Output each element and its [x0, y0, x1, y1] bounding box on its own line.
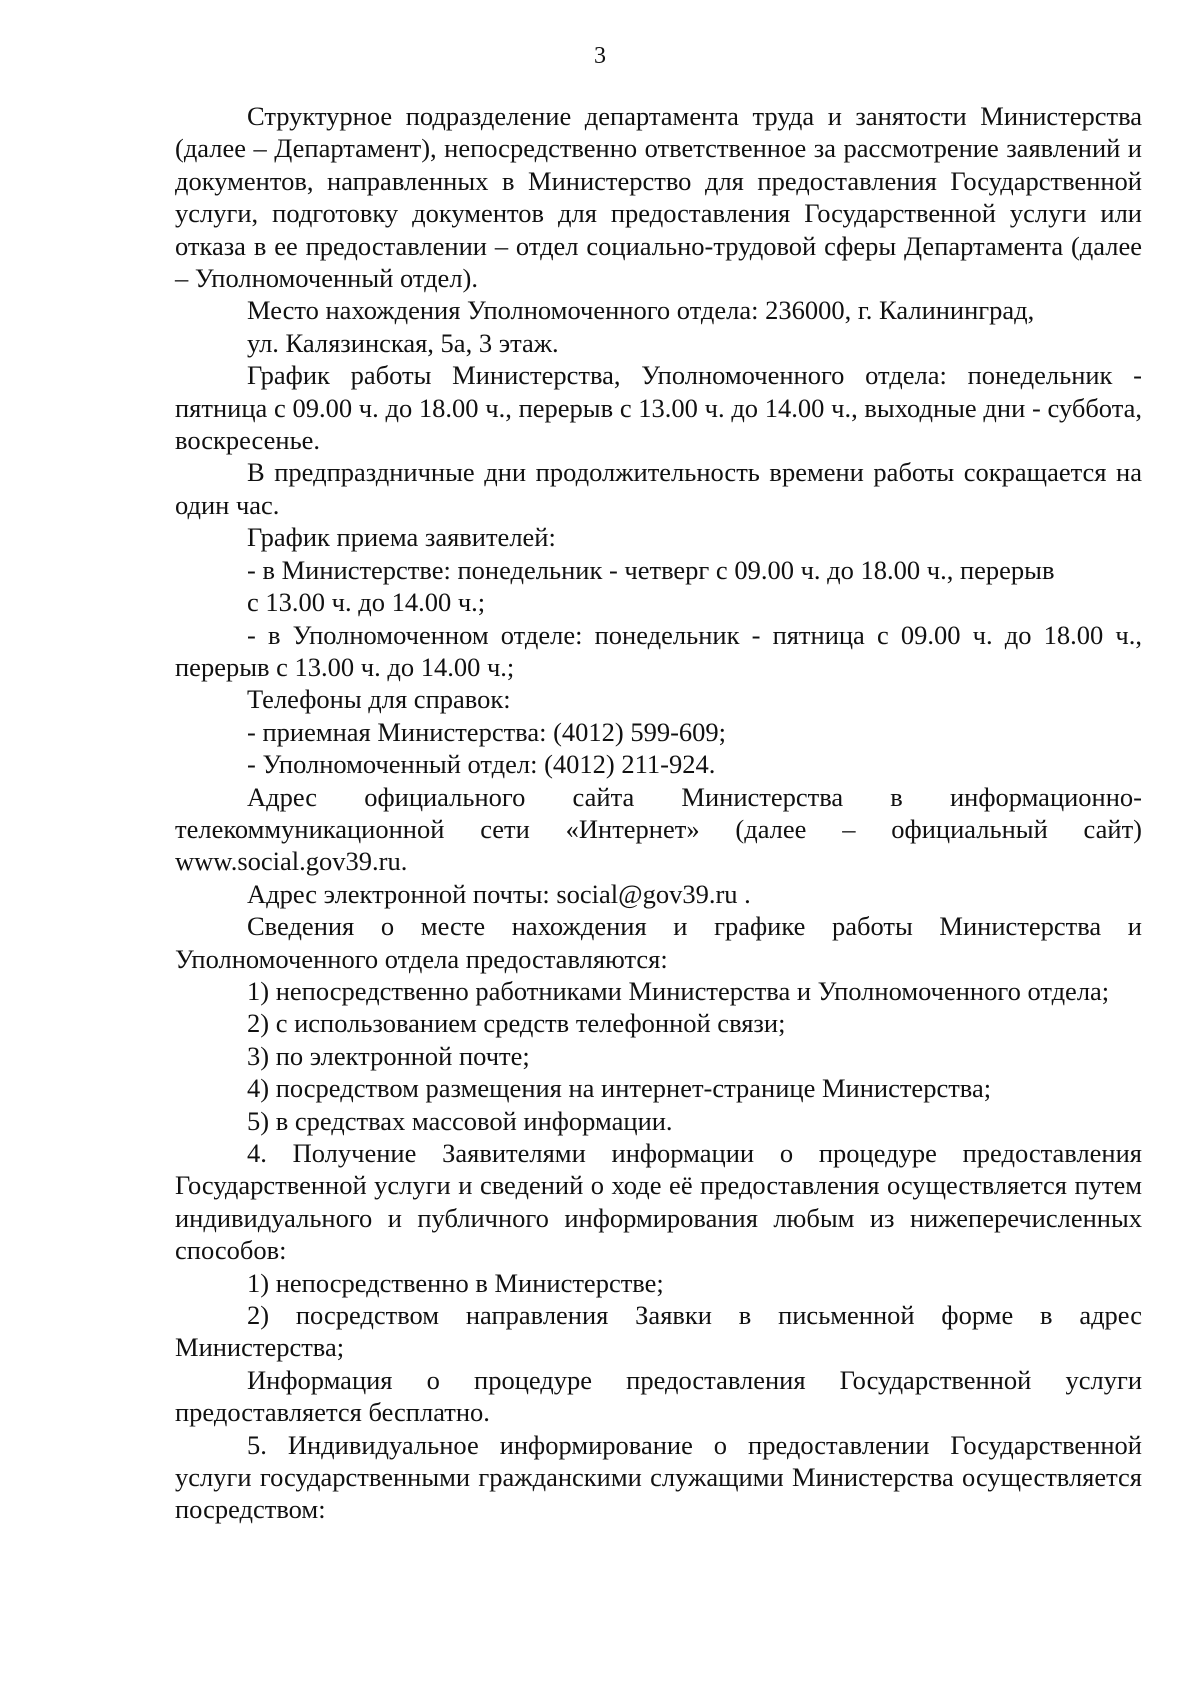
paragraph-phone-ministry: - приемная Министерства: (4012) 599-609; [247, 716, 727, 747]
list-item-2-phone: 2) с использованием средств телефонной связи; [247, 1008, 786, 1039]
list-item-4-internet: 4) посредством размещения на интернет-странице Министерства; [247, 1073, 992, 1104]
paragraph-reception-ministry: - в Министерстве: понедельник - четверг с 09.00 ч. до 18.00 ч., перерыв [247, 554, 1055, 585]
paragraph-free-of-charge: Информация о процедуре предоставления Государственной услуги предоставляется бесплатно. [175, 1364, 1142, 1428]
list-item-5-media: 5) в средствах массовой информации. [247, 1105, 673, 1136]
paragraph-section-5: 5. Индивидуальное информирование о предоставлении Государственной услуги государственными гражданскими служащими Министерства осуществляется посредством: [175, 1429, 1142, 1525]
paragraph-structural-unit: Структурное подразделение департамента труда и занятости Министерства (далее – Департамент), непосредственно ответственное за рассмотрение заявлений и документов, направленных в Министерство для предоставления Государственной услуги, подготовку документов для предоставления Государственной услуги или отказа в ее предоставлении – отдел социально-трудовой сферы Департамента (далее – Уполномоченный отдел). [175, 101, 1142, 294]
paragraph-phones-heading: Телефоны для справок: [247, 684, 511, 715]
paragraph-section-4: 4. Получение Заявителями информации о процедуре предоставления Государственной услуги и сведений о ходе её предоставления осуществляется путем индивидуального и публичного информирования любым из нижеперечисленных способов: [175, 1138, 1142, 1266]
list-item-1-ministry: 1) непосредственно в Министерстве; [247, 1267, 664, 1298]
list-item-1-directly: 1) непосредственно работниками Министерства и Уполномоченного отдела; [247, 975, 1110, 1006]
paragraph-work-schedule: График работы Министерства, Уполномоченного отдела: понедельник - пятница с 09.00 ч. до 18.00 ч., перерыв с 13.00 ч. до 14.00 ч., выходные дни - суббота, воскресенье. [175, 360, 1142, 456]
paragraph-reception-heading: График приема заявителей: [247, 522, 556, 553]
paragraph-info-provided: Сведения о месте нахождения и графике работы Министерства и Уполномоченного отдела предоставляются: [175, 911, 1142, 974]
document-body [175, 100, 1142, 1526]
paragraph-email: Адрес электронной почты: social@gov39.ru . [247, 878, 751, 909]
page-number: 3 [594, 43, 606, 69]
paragraph-reception-ministry-break: с 13.00 ч. до 14.00 ч.; [247, 587, 486, 618]
paragraph-address: ул. Калязинская, 5а, 3 этаж. [247, 327, 559, 358]
paragraph-location: Место нахождения Уполномоченного отдела: 236000, г. Калининград, [247, 295, 1035, 326]
list-item-2-written-request: 2) посредством направления Заявки в письменной форме в адрес Министерства; [175, 1300, 1142, 1363]
paragraph-website: Адрес официального сайта Министерства в информационно-телекоммуникационной сети «Интернет» (далее – официальный сайт) www.social.gov39.ru. [175, 781, 1142, 877]
paragraph-pre-holiday: В предпраздничные дни продолжительность времени работы сокращается на один час. [175, 457, 1142, 520]
list-item-3-email: 3) по электронной почте; [247, 1040, 530, 1071]
paragraph-phone-department: - Уполномоченный отдел: (4012) 211-924. [247, 749, 716, 780]
paragraph-reception-department: - в Уполномоченном отделе: понедельник - пятница с 09.00 ч. до 18.00 ч., перерыв с 13.00 ч. до 14.00 ч.; [175, 619, 1142, 682]
